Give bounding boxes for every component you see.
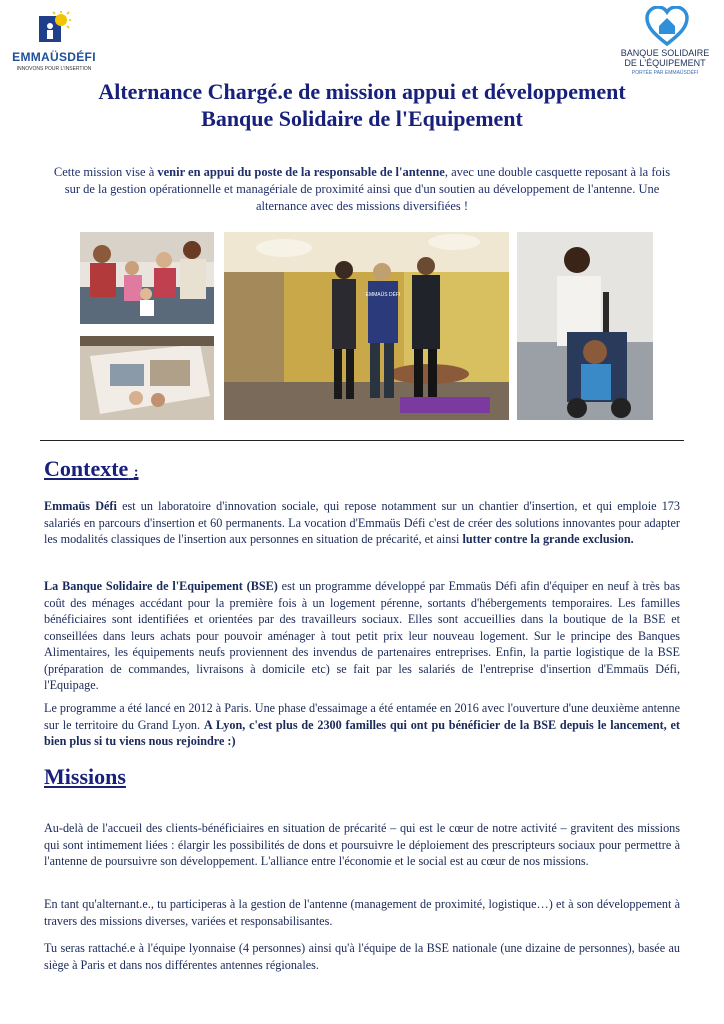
intro-bold: venir en appui du poste de la responsable de l'antenne — [157, 165, 445, 179]
contexte-heading — [44, 456, 138, 482]
contexte-p2-bold-start: La Banque Solidaire de l'Equipement (BSE) — [44, 579, 278, 593]
contexte-paragraph-1 — [44, 498, 680, 548]
intro-post: , avec une double casquette reposant à la fois sur de la gestion opérationnelle et managériale de proximité ainsi que d'un soutien au développement de l'antenne. Une alternance avec des missions diversifiées ! — [64, 165, 671, 213]
vest-text: EMMAÜS DÉFI — [365, 292, 401, 298]
logo-left-name: EMMAÜSDÉFI — [12, 50, 96, 64]
contexte-p2-text: est un programme développé par Emmaüs Défi afin d'équiper en neuf à très bas coût des ménages accédant pour la première fois à un logement pérenne, sortants d'hébergements temporaires. Les familles bénéficiaires sont identifiées et orientées par des travailleurs sociaux. Elles sont accueillies dans la boutique de la BSE et conseillées dans leurs achats pour pouvoir aménager à tout petit prix leur nouveau logement. Sur le principe des Banques Alimentaires, les équipements neufs proviennent des invendus de partenaires entreprises. Enfin, la partie logistique de la BSE (préparation de commandes, livraisons à domicile etc) se fait par les salariés de l'entreprise d'insertion d'Emmaüs Défi, l'Equipage. — [44, 579, 681, 692]
intro-pre: Cette mission vise à — [53, 165, 158, 179]
contexte-paragraph-2 — [44, 578, 680, 694]
contexte-paragraph-3 — [44, 700, 680, 750]
contexte-p1-bold-start: Emmaüs Défi — [44, 499, 117, 513]
catalog-photo — [80, 336, 214, 420]
missions-paragraph-1: Au-delà de l'accueil des clients-bénéficiaires en situation de précarité – qui est le cœur de notre activité – gravitent des missions qui sont intimement liées : élargir les possibilités de dons et poursuivre le déploiement des prescripteurs sociaux pour permettre à l'antenne de poursuivre son développement. L'alliance entre l'économie et le social est au cœur de nos missions. — [44, 821, 680, 868]
page-subtitle: Banque Solidaire de l'Equipement — [201, 106, 523, 131]
bse-logo — [612, 6, 718, 84]
contexte-heading-colon: : — [133, 465, 139, 480]
contexte-p3-text: Le programme a été lancé en 2012 à Paris. Une phase d'essaimage a été entamée en 2016 avec l'ouverture d'une deuxième antenne sur le territoire du Grand Lyon. — [44, 701, 680, 732]
section-divider — [40, 440, 684, 441]
logo-right-line1: BANQUE SOLIDAIRE — [620, 48, 710, 58]
page-title: Alternance Chargé.e de mission appui et développement — [98, 79, 626, 104]
emmaus-defi-logo-icon — [36, 10, 72, 46]
logo-left-tagline: INNOVONS POUR L'INSERTION — [16, 66, 92, 72]
logo-right-line3: PORTÉE PAR EMMAÜSDÉFI — [631, 70, 699, 76]
missions-paragraph-3: Tu seras rattaché.e à l'équipe lyonnaise (4 personnes) ainsi qu'à l'équipe de la BSE nationale (une dizaine de personnes), basée au siège à Paris et dans nos différentes antennes régionales. — [44, 941, 680, 972]
contexte-p1-bold-end: lutter contre la grande exclusion. — [462, 532, 634, 546]
logo-right-line2: DE L'ÉQUIPEMENT — [624, 58, 706, 68]
emmaus-defi-logo — [8, 8, 100, 76]
contexte-p1-text: est un laboratoire d'innovation sociale, qui repose notamment sur un chantier d'insertion, et qui emploie 173 salariés en parcours d'insertion et 60 permanents. La vocation d'Emmaüs Défi c'est de créer des solutions innovantes pour adapter les modalités classiques de l'insertion aux personnes en situation de précarité, et ainsi — [44, 499, 680, 546]
contexte-p3-bold-end: A Lyon, c'est plus de 2300 familles qui ont pu bénéficier de la BSE depuis le lancement, et bien plus si tu viens nous rejoindre :) — [44, 717, 680, 748]
child-wheelchair-photo — [517, 232, 653, 420]
intro-paragraph — [46, 164, 678, 215]
missions-heading: Missions — [44, 764, 126, 789]
missions-paragraph-2: En tant qu'alternant.e., tu participeras à la gestion de l'antenne (management de proximité, logistique…) et à son développement à travers des missions diverses, variées et responsabilisantes. — [44, 897, 680, 928]
contexte-heading-text: Contexte — [44, 456, 129, 481]
family-photo — [80, 232, 214, 324]
heart-house-icon — [644, 6, 690, 46]
shop-visit-photo — [224, 232, 509, 420]
